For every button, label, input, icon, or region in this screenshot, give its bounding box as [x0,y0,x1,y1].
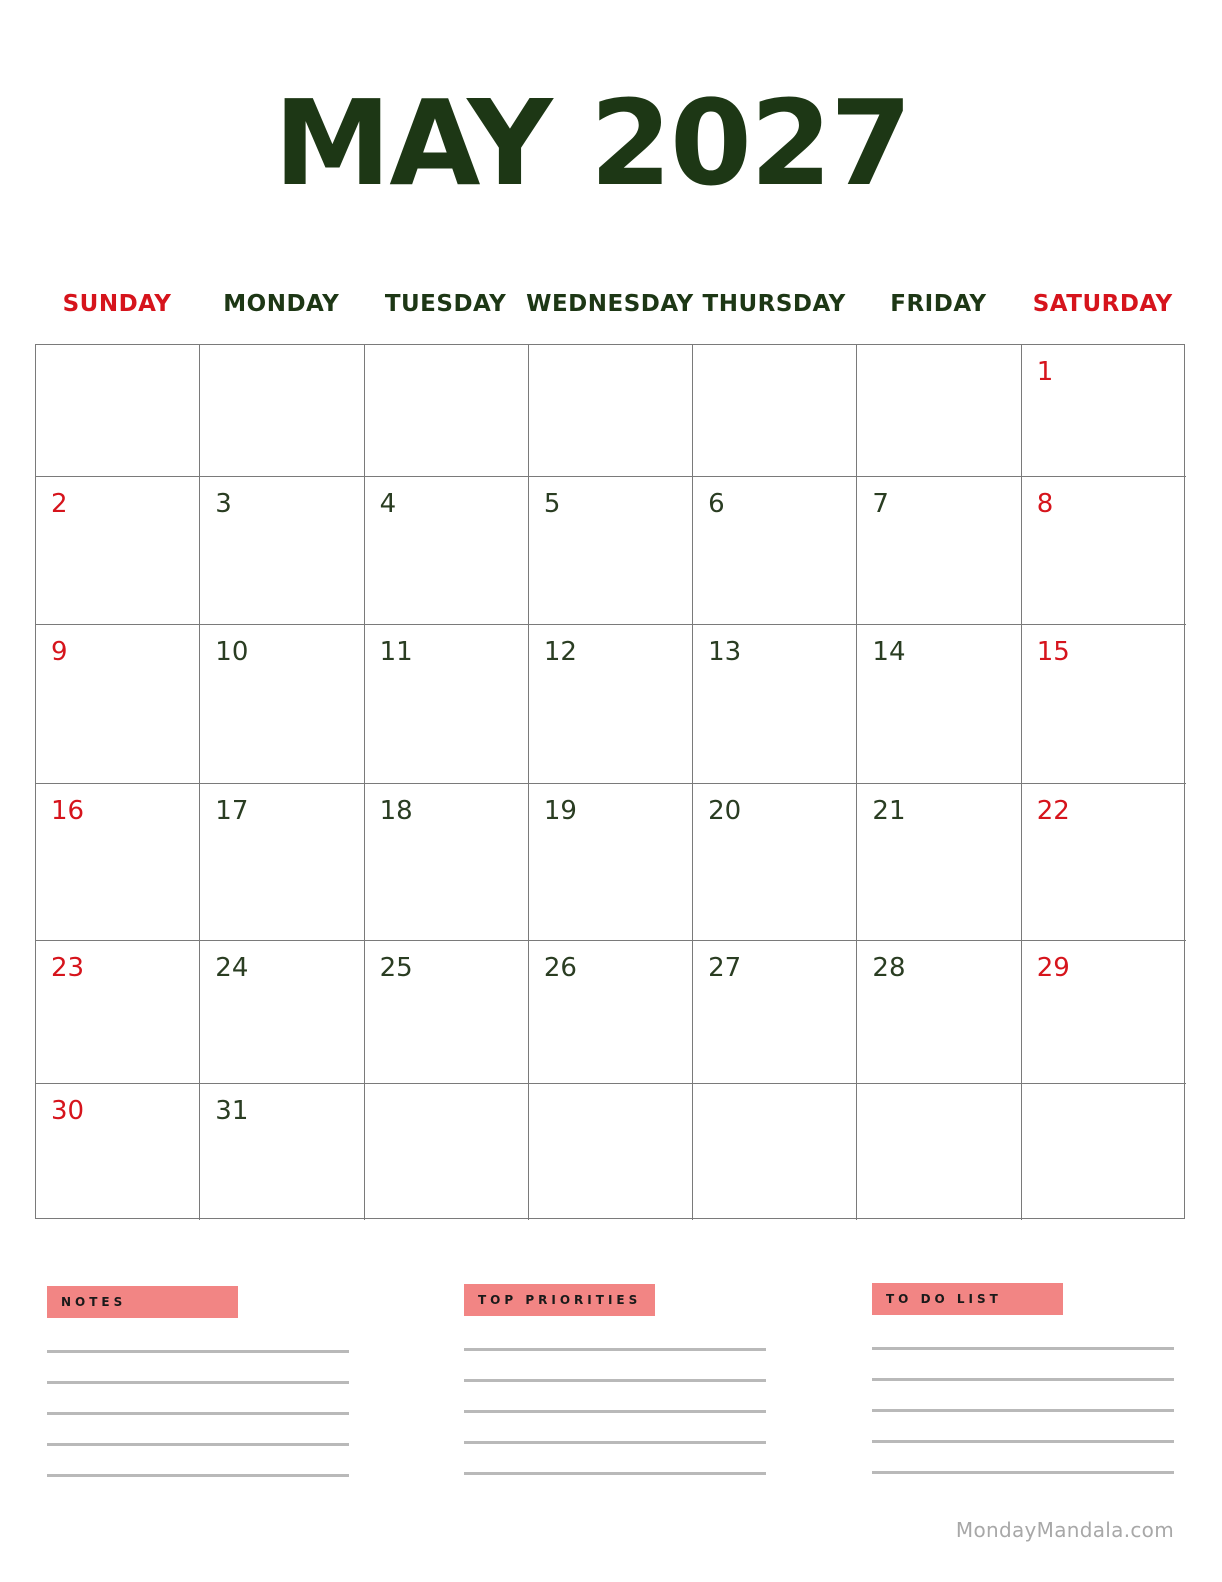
day-number: 13 [708,637,742,667]
day-number: 9 [51,637,68,667]
todo-line[interactable] [872,1378,1174,1381]
notes-line[interactable] [47,1443,349,1446]
weekday-header-thursday: THURSDAY [702,291,846,317]
notes-line[interactable] [47,1381,349,1384]
notes-label: NOTES [47,1286,238,1318]
day-cell[interactable] [365,345,529,477]
calendar-grid [35,344,1185,1219]
day-number: 4 [379,489,397,519]
day-cell[interactable] [36,941,200,1084]
priorities-line[interactable] [464,1410,766,1413]
day-number: 26 [543,953,577,983]
day-cell[interactable] [857,477,1021,625]
day-number: 28 [872,953,906,983]
weekday-header-monday: MONDAY [223,291,340,317]
day-cell[interactable] [1022,784,1186,941]
weekday-header-saturday: SATURDAY [1032,291,1173,317]
day-cell[interactable] [200,477,364,625]
day-number: 23 [51,953,85,983]
day-number: 2 [51,489,68,519]
day-cell[interactable] [365,784,529,941]
notes-line[interactable] [47,1474,349,1477]
day-cell[interactable] [529,625,693,784]
day-cell[interactable] [529,784,693,941]
day-cell[interactable] [857,1084,1021,1220]
day-cell[interactable] [36,625,200,784]
day-number: 18 [379,796,413,826]
day-cell[interactable] [529,345,693,477]
day-number: 10 [215,637,249,667]
todo-line[interactable] [872,1409,1174,1412]
weekday-header-wednesday: WEDNESDAY [526,291,694,317]
day-number: 31 [215,1096,249,1126]
day-number: 30 [51,1096,85,1126]
day-cell[interactable] [36,345,200,477]
day-cell[interactable] [36,477,200,625]
day-cell[interactable] [200,625,364,784]
priorities-line[interactable] [464,1379,766,1382]
day-cell[interactable] [693,477,857,625]
day-cell[interactable] [36,1084,200,1220]
day-cell[interactable] [200,784,364,941]
day-number: 5 [543,489,561,519]
day-cell[interactable] [693,625,857,784]
day-number: 12 [543,637,577,667]
day-cell[interactable] [857,345,1021,477]
day-number: 14 [872,637,906,667]
todo-list-label: TO DO LIST [872,1283,1063,1315]
day-number: 19 [543,796,577,826]
day-cell[interactable] [365,941,529,1084]
day-cell[interactable] [693,1084,857,1220]
notes-line[interactable] [47,1412,349,1415]
priorities-line[interactable] [464,1441,766,1444]
day-cell[interactable] [857,941,1021,1084]
day-number: 24 [215,953,249,983]
day-number: 22 [1036,796,1070,826]
day-number: 25 [379,953,413,983]
day-cell[interactable] [529,1084,693,1220]
day-cell[interactable] [1022,345,1186,477]
day-cell[interactable] [529,477,693,625]
day-cell[interactable] [1022,1084,1186,1220]
day-cell[interactable] [529,941,693,1084]
day-number: 29 [1036,953,1070,983]
todo-line[interactable] [872,1347,1174,1350]
day-cell[interactable] [200,345,364,477]
priorities-line[interactable] [464,1348,766,1351]
top-priorities-label: TOP PRIORITIES [464,1284,655,1316]
day-cell[interactable] [200,941,364,1084]
day-number: 17 [215,796,249,826]
day-cell[interactable] [693,941,857,1084]
day-cell[interactable] [857,625,1021,784]
day-number: 3 [215,489,232,519]
day-cell[interactable] [1022,625,1186,784]
day-cell[interactable] [1022,477,1186,625]
day-cell[interactable] [200,1084,364,1220]
day-cell[interactable] [365,625,529,784]
todo-line[interactable] [872,1440,1174,1443]
notes-line[interactable] [47,1350,349,1353]
day-number: 21 [872,796,906,826]
day-number: 27 [708,953,742,983]
day-cell[interactable] [693,784,857,941]
day-number: 6 [708,489,725,519]
todo-line[interactable] [872,1471,1174,1474]
day-number: 8 [1036,489,1054,519]
day-number: 15 [1036,637,1070,667]
day-cell[interactable] [857,784,1021,941]
day-cell[interactable] [365,1084,529,1220]
day-number: 11 [379,637,413,667]
day-number: 7 [872,489,889,519]
day-cell[interactable] [365,477,529,625]
day-number: 1 [1036,357,1054,387]
page-title: MAY 2027 [273,74,911,212]
weekday-header-friday: FRIDAY [890,291,987,317]
weekday-header-tuesday: TUESDAY [384,291,507,317]
day-number: 16 [51,796,85,826]
day-cell[interactable] [36,784,200,941]
watermark: MondayMandala.com [955,1518,1174,1542]
weekday-header-sunday: SUNDAY [62,291,172,317]
day-number: 20 [708,796,742,826]
day-cell[interactable] [1022,941,1186,1084]
day-cell[interactable] [693,345,857,477]
priorities-line[interactable] [464,1472,766,1475]
